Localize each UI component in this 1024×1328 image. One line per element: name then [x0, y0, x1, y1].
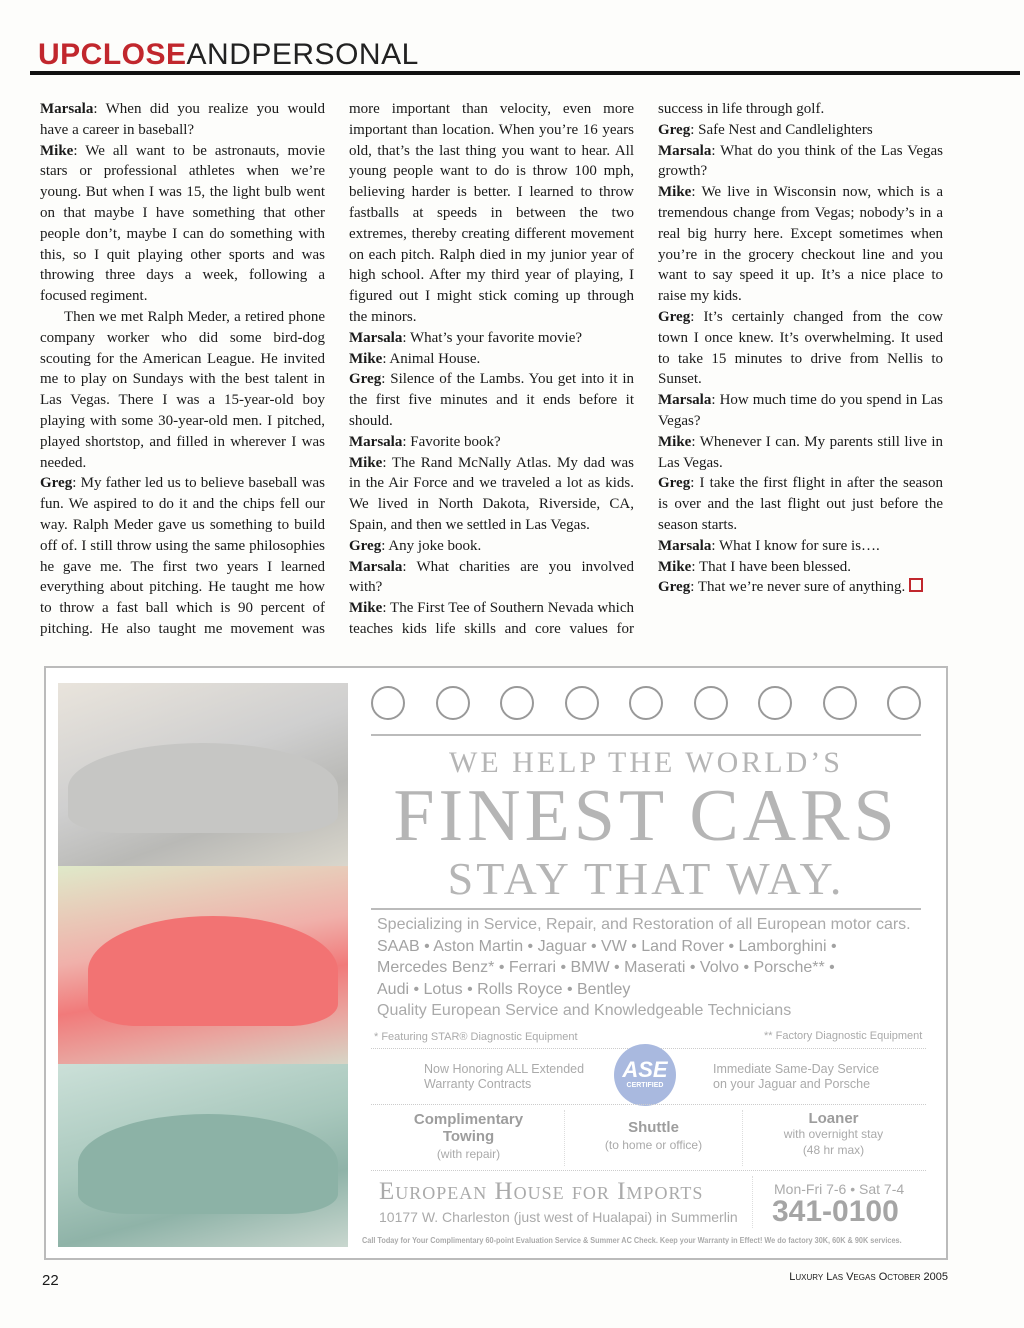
speaker-name: Greg: [658, 579, 691, 596]
speaker-name: Marsala: [658, 142, 712, 159]
same-day-line: Immediate Same-Day Service: [713, 1062, 880, 1076]
paragraph-text: Then we met Ralph Meder, a retired phone company worker who did some bird-dog scouting for the American League. He invited me to play on Sundays with the best talent in Las Vegas. There I was a 15-year-old boy playing with some 30-year-old men. I pitched, played shortstop, and filled in wherever I was needed.: [40, 308, 325, 471]
article-paragraph: Marsala: Favorite book?: [349, 433, 501, 450]
towing-sub: (with repair): [436, 1147, 501, 1161]
paragraph-text: We live in Wisconsin now, which is a tremendous change from Vegas; nobody’s in a real big hurry here. Except sometimes when you’re in the grocery checkout line and you want to say speed it up. It’s a nice place to raise my kids.: [658, 184, 943, 305]
speaker-name: Greg: [658, 308, 691, 325]
paragraph-text: That we’re never sure of anything.: [697, 579, 906, 596]
services-text: [377, 914, 937, 1022]
speaker-name: Greg: [658, 475, 691, 492]
divider: [371, 908, 921, 910]
header-upclose: UPCLOSE: [38, 38, 187, 71]
headline-line1: WE HELP THE WORLD’S: [449, 746, 843, 779]
loaner-sub: with overnight stay: [783, 1127, 884, 1141]
ase-certified-badge: [614, 1044, 676, 1106]
speaker-name: Marsala: [349, 433, 403, 450]
towing-title: Towing: [442, 1128, 495, 1145]
paragraph-text: Silence of the Lambs. You get into it in the first five minutes and it ends before it should.: [349, 371, 634, 429]
speaker-name: Mike: [658, 433, 692, 450]
section-header: [38, 38, 419, 72]
loaner-sub: (48 hr max): [802, 1143, 865, 1157]
divider: [371, 734, 921, 736]
paragraph-text: When did you realize you would have a career in baseball?: [40, 101, 325, 138]
paragraph-text: The Rand McNally Atlas. My dad was in the Air Force and we traveled a lot as kids. We lived in North Dakota, Riverside, CA, Spain, and then we settled in Las Vegas.: [349, 454, 634, 533]
headline-line2: FINEST CARS: [393, 775, 899, 857]
paragraph-text: Whenever I can. My parents still live in Las Vegas.: [658, 433, 943, 471]
footnote: * Featuring STAR® Diagnostic Equipment: [374, 1031, 578, 1043]
speaker-name: Mike: [658, 184, 692, 201]
warranty-line: Now Honoring ALL Extended: [424, 1062, 585, 1076]
paragraph-text: We all want to be astronauts, movie stars or professional athletes when we’re young. But when I was 15, the light bulb went on that maybe I have something that other people don’t, maybe I can do something with this, so I quit playing other sports and was throwing three days a week, following a focused regiment.: [40, 142, 325, 305]
paragraph-text: Favorite book?: [410, 433, 501, 450]
phone-number: 341-0100: [772, 1195, 899, 1228]
divider: [564, 1110, 565, 1166]
article-paragraph: Mike: We all want to be astronauts, movie stars or professional athletes when we’re young. But when I was 15, the light bulb went on that maybe I have something that other people don’t, maybe I can do something with this, so I quit playing other sports and was throwing three days a week, following a focused regiment.: [40, 142, 325, 305]
speaker-name: Marsala: [658, 392, 712, 409]
paragraph-text: How much time do you spend in Las Vegas?: [658, 392, 943, 429]
ase-subtext: CERTIFIED: [626, 1082, 664, 1089]
paragraph-text: What charities are you involved with?: [349, 558, 634, 596]
same-day-text: [713, 1062, 879, 1092]
article-paragraph: Marsala: What’s your favorite movie?: [349, 329, 583, 346]
paragraph-text: What’s your favorite movie?: [409, 329, 583, 346]
speaker-name: Marsala: [40, 101, 94, 117]
publication-footer: Luxury Las Vegas October 2005: [789, 1271, 948, 1283]
lamborghini-logo-icon: [436, 686, 470, 720]
shuttle-service: [566, 1119, 741, 1154]
speaker-name: Greg: [349, 537, 382, 554]
paragraph-text: It’s certainly changed from the cow town I once knew. It’s overwhelming. It used to take 15 minutes to drive from Nellis to Sunset.: [658, 308, 943, 388]
paragraph-text: What I know for sure is….: [718, 537, 880, 554]
article-paragraph: Greg: My father led us to believe baseball was fun. We aspired to do it and the chips fell our way. Ralph Meder gave us something to build off of. I still throw using the same philosophies he gave me. The first two years I learned everything about pitching. He taught me how to throw a fast ball which is 90 percent of pitching. He also taught me movement was more important than velocity, even more important than location. When you’re 16 years old, that’s the last thing you want to hear. All young people want to do is throw 100 mph, believing harder is better. I learned to throw fastballs at speeds in between the two extremes, thereby creating different movement on each pitch. Ralph died in my junior year of high school. After my third year of playing, I figured out I might stick coming up through the minors.: [40, 101, 634, 637]
bmw-logo-icon: [371, 686, 405, 720]
article-paragraph: Mike: The First Tee of Southern Nevada which teaches kids life skills and core values for success in life through golf.: [349, 101, 825, 637]
paragraph-text: Animal House.: [389, 350, 481, 367]
header-and: AND: [186, 38, 252, 71]
ase-text: ASE: [622, 1057, 668, 1082]
header-rule: [30, 71, 1020, 75]
article-paragraph: Mike: The Rand McNally Atlas. My dad was in the Air Force and we traveled a lot as kids. We lived in North Dakota, Riverside, CA, Spain, and then we settled in Las Vegas.: [349, 454, 634, 533]
advertisement: [44, 666, 948, 1260]
quality-text: Quality European Service and Knowledgeable Technicians: [377, 1002, 792, 1020]
speaker-name: Marsala: [658, 537, 712, 554]
article-paragraph: Marsala: What charities are you involved with?: [349, 558, 634, 596]
end-mark-icon: [909, 578, 923, 592]
paragraph-text: I take the first flight in after the season is over and the last flight out just before the season starts.: [658, 475, 944, 533]
speaker-name: Mike: [349, 600, 383, 617]
same-day-line: on your Jaguar and Porsche: [713, 1077, 871, 1091]
article-paragraph: Greg: I take the first flight in after the season is over and the last flight out just before the season starts.: [658, 475, 944, 533]
business-hours: Mon-Fri 7-6 • Sat 7-4: [774, 1181, 905, 1197]
article-paragraph: Greg: Safe Nest and Candlelighters: [658, 121, 873, 138]
speaker-name: Mike: [349, 454, 383, 471]
warranty-line: Warranty Contracts: [424, 1077, 532, 1091]
footnote: ** Factory Diagnostic Equipment: [764, 1030, 923, 1042]
divider: [742, 1110, 743, 1166]
warranty-text: [424, 1062, 584, 1092]
divider: [371, 1104, 926, 1105]
makes-line: SAAB • Aston Martin • Jaguar • VW • Land Rover • Lamborghini •: [377, 937, 837, 955]
bmw-car-photo: [58, 683, 348, 866]
article-paragraph: Greg: Any joke book.: [349, 537, 482, 554]
speaker-name: Marsala: [349, 329, 403, 346]
towing-title: Complimentary: [413, 1111, 524, 1128]
article-paragraph: Greg: That we’re never sure of anything.: [658, 577, 943, 598]
saab-logo-icon: [500, 686, 534, 720]
speaker-name: Greg: [658, 121, 691, 138]
article-paragraph: Mike: That I have been blessed.: [658, 558, 852, 575]
divider: [371, 1170, 926, 1171]
mg-logo-icon: [823, 686, 857, 720]
speaker-name: Mike: [658, 558, 692, 575]
maserati-logo-icon: [758, 686, 792, 720]
article-paragraph: Mike: Animal House.: [349, 350, 481, 367]
article-paragraph: Marsala: What I know for sure is….: [658, 537, 880, 554]
towing-service: [376, 1111, 561, 1163]
ferrari-logo-icon: [694, 686, 728, 720]
header-personal: PERSONAL: [251, 38, 419, 71]
speaker-name: Greg: [40, 475, 73, 492]
article-paragraph: Greg: It’s certainly changed from the cow town I once knew. It’s overwhelming. It used to take 15 minutes to drive from Nellis to Sunset.: [658, 308, 943, 388]
paragraph-text: That I have been blessed.: [698, 558, 852, 575]
mercedes-logo-icon: [887, 686, 921, 720]
article-paragraph: Mike: We live in Wisconsin now, which is a tremendous change from Vegas; nobody’s in a real big hurry here. Except sometimes when you’re in the grocery checkout line and you want to say speed it up. It’s a nice place to raise my kids.: [658, 184, 943, 305]
paragraph-text: My father led us to believe baseball was fun. We aspired to do it and the chips fell our way. Ralph Meder gave us something to build off of. I still throw using the same philosophies he gave me. The first two years I learned everything about pitching. He taught me how to throw a fast ball which is 90 percent of pitching. He also taught me movement was more important than velocity, even more important than location. When you’re 16 years old, that’s the last thing you want to hear. All young people want to do is throw 100 mph, believing harder is better. I learned to throw fastballs at speeds in between the two extremes, thereby creating different movement on each pitch. Ralph died in my junior year of high school. After my third year of playing, I figured out I might stick coming up through the minors.: [40, 101, 634, 637]
article-paragraph: Mike: Whenever I can. My parents still live in Las Vegas.: [658, 433, 943, 471]
shuttle-sub: (to home or office): [604, 1138, 703, 1152]
specializing-text: Specializing in Service, Repair, and Restoration of all European motor cars.: [377, 916, 911, 933]
business-name: European House for Imports: [379, 1178, 704, 1205]
article-paragraph: [40, 307, 325, 473]
makes-line: Audi • Lotus • Rolls Royce • Bentley: [377, 980, 631, 998]
article-paragraph: Marsala: How much time do you spend in Las Vegas?: [658, 392, 943, 429]
makes-line: Mercedes Benz* • Ferrari • BMW • Maserati • Volvo • Porsche** •: [377, 959, 835, 977]
article-paragraph: Marsala: What do you think of the Las Vegas growth?: [658, 142, 943, 180]
page-number: 22: [42, 1272, 59, 1289]
interview-article: [40, 99, 943, 644]
speaker-name: Greg: [349, 371, 382, 388]
car-brand-logos: [371, 686, 921, 722]
headline-line3: STAY THAT WAY.: [447, 853, 845, 904]
paragraph-text: Safe Nest and Candlelighters: [698, 121, 873, 138]
loaner-title: Loaner: [808, 1110, 859, 1127]
loaner-service: [746, 1111, 921, 1158]
audi-logo-icon: [629, 686, 663, 720]
shuttle-title: Shuttle: [628, 1119, 679, 1136]
article-paragraph: Greg: Silence of the Lambs. You get into it in the first five minutes and it ends before it should.: [349, 371, 634, 429]
business-address: 10177 W. Charleston (just west of Hualapai) in Summerlin: [379, 1209, 738, 1225]
callout-text: Call Today for Your Complimentary 60-point Evaluation Service & Summer AC Check. Keep your Warranty in Effect! We do factory 30K, 60K & 90K services.: [362, 1235, 902, 1245]
speaker-name: Mike: [349, 350, 383, 367]
paragraph-text: Any joke book.: [388, 537, 482, 554]
article-paragraph: Marsala: When did you realize you would have a career in baseball?: [40, 101, 325, 138]
divider: [752, 1176, 753, 1228]
ferrari-car-photo: [58, 866, 348, 1064]
jaguar-car-photo: [58, 1064, 348, 1247]
paragraph-text: What do you think of the Las Vegas growth?: [658, 142, 943, 180]
vw-logo-icon: [565, 686, 599, 720]
speaker-name: Marsala: [349, 558, 403, 575]
paragraph-text: The First Tee of Southern Nevada which teaches kids life skills and core values for success in life through golf.: [349, 101, 825, 637]
speaker-name: Mike: [40, 142, 74, 159]
